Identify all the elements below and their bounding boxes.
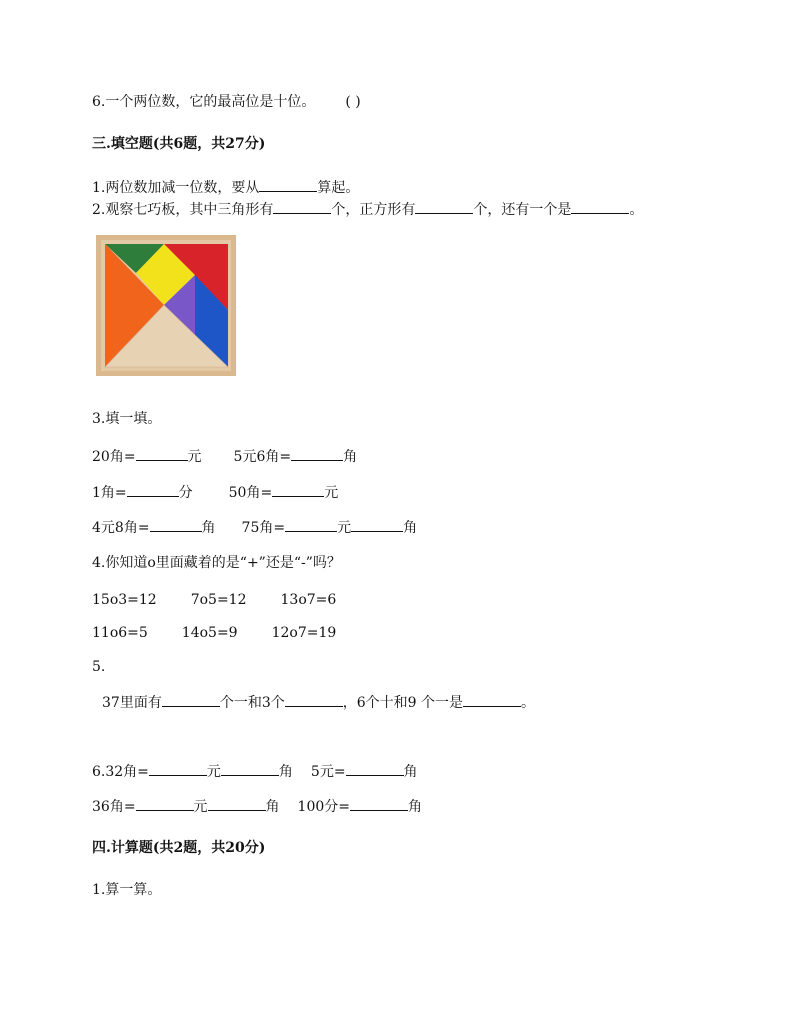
section-3-title: 三.填空题(共6题，共27分) [92, 136, 266, 152]
answer-blank[interactable] [149, 761, 207, 776]
answer-blank[interactable] [285, 692, 343, 707]
equation-text: 15o3=12 [92, 592, 157, 608]
equation-text: 20角= [92, 449, 136, 465]
answer-blank[interactable] [463, 692, 521, 707]
question-text: 。 [521, 695, 536, 711]
tangram-image [96, 235, 236, 376]
fill-question-4-title: 4.你知道o里面藏着的是“+”还是“-”吗？ [92, 555, 341, 571]
fill-question-1-text-after: 算起。 [317, 180, 360, 196]
answer-blank[interactable] [291, 446, 343, 461]
fill-question-1 [92, 177, 359, 198]
answer-blank[interactable] [350, 796, 408, 811]
equation-text: 12o7=19 [271, 625, 337, 641]
judge-question-6 [92, 92, 361, 112]
calc-question-1: 1.算一算。 [92, 882, 162, 898]
question-text: ，6个十和9 个一是 [342, 695, 464, 711]
fill-question-2-part1: 2.观察七巧板，其中三角形有 [92, 202, 274, 218]
answer-blank[interactable] [346, 761, 404, 776]
answer-blank[interactable] [127, 482, 179, 497]
fill-question-4-row-2 [92, 623, 336, 643]
answer-blank[interactable] [136, 796, 194, 811]
unit-text: 角 [201, 520, 216, 536]
fill-question-5 [102, 692, 535, 713]
unit-text: 角 [265, 799, 280, 815]
answer-blank[interactable] [221, 761, 279, 776]
unit-text: 元 [187, 449, 202, 465]
equation-text: 1角= [92, 485, 127, 501]
unit-text: 分 [178, 485, 193, 501]
unit-text: 元 [337, 520, 352, 536]
fill-question-3-title: 3.填一填。 [92, 411, 162, 427]
equation-text: 7o5=12 [190, 592, 247, 608]
question-text: 个一和3个 [219, 695, 285, 711]
unit-text: 角 [403, 520, 418, 536]
equation-text: 14o5=9 [181, 625, 238, 641]
equation-text: 13o7=6 [280, 592, 337, 608]
equation-text: 4元8角= [92, 520, 150, 536]
unit-text: 角 [403, 764, 418, 780]
answer-blank[interactable] [571, 199, 629, 214]
answer-blank[interactable] [208, 796, 266, 811]
unit-text: 角 [408, 799, 422, 815]
judge-question-6-text: 6.一个两位数，它的最高位是十位。 [92, 94, 316, 110]
answer-parentheses: ( ) [345, 94, 361, 110]
fill-question-2-part3: 个，还有一个是 [473, 202, 572, 218]
fill-question-2-part4: 。 [629, 202, 644, 218]
answer-blank[interactable] [285, 517, 337, 532]
answer-blank[interactable] [162, 692, 220, 707]
equation-text: 5元6角= [233, 449, 292, 465]
unit-text: 角 [278, 764, 293, 780]
equation-text: 100分= [297, 799, 350, 815]
fill-question-3-row-3 [92, 517, 417, 538]
equation-text: 11o6=5 [92, 625, 148, 641]
fill-question-3-row-2 [92, 482, 338, 503]
fill-question-4-row-1 [92, 590, 336, 610]
fill-question-6-row-2 [92, 796, 422, 817]
unit-text: 元 [324, 485, 339, 501]
fill-question-3-row-1 [92, 446, 357, 467]
answer-blank[interactable] [273, 199, 331, 214]
equation-text: 5元= [310, 764, 346, 780]
answer-blank[interactable] [259, 177, 317, 192]
equation-text: 50角= [228, 485, 273, 501]
fill-question-1-text-before: 1.两位数加减一位数，要从 [92, 180, 260, 196]
answer-blank[interactable] [272, 482, 324, 497]
equation-text: 36角= [92, 799, 136, 815]
unit-text: 角 [343, 449, 358, 465]
unit-text: 元 [193, 799, 208, 815]
answer-blank[interactable] [136, 446, 188, 461]
fill-question-2-part2: 个，正方形有 [331, 202, 416, 218]
answer-blank[interactable] [415, 199, 473, 214]
answer-blank[interactable] [351, 517, 403, 532]
fill-question-6-row-1 [92, 761, 418, 782]
section-4-title: 四.计算题(共2题，共20分) [92, 840, 266, 856]
equation-text: 75角= [241, 520, 286, 536]
fill-question-2 [92, 199, 643, 220]
question-text: 37里面有 [102, 695, 162, 711]
fill-question-5-number: 5. [92, 659, 106, 675]
unit-text: 元 [206, 764, 221, 780]
equation-text: 6.32角= [92, 764, 149, 780]
answer-blank[interactable] [150, 517, 202, 532]
